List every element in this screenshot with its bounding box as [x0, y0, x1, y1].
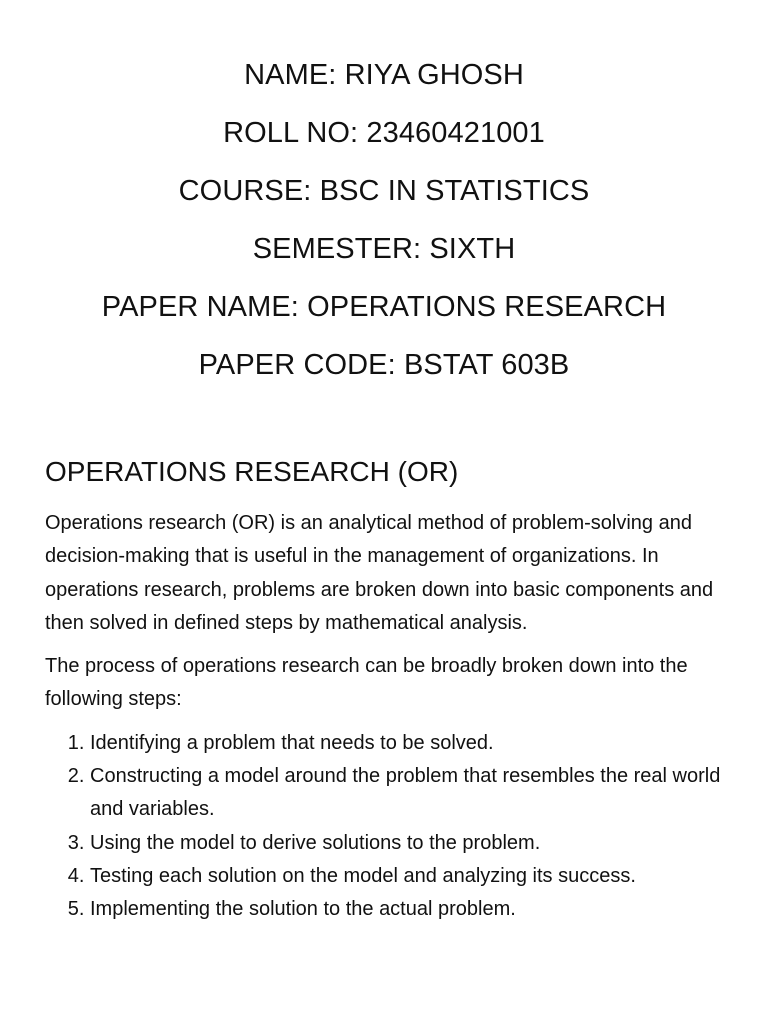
steps-list — [45, 727, 735, 927]
student-name: NAME: RIYA GHOSH — [244, 59, 524, 91]
list-item: 2. Constructing a model around the problem that resembles the real world and variables. — [90, 760, 735, 827]
list-item: 4. Testing each solution on the model and analyzing its success. — [90, 860, 735, 893]
course: COURSE: BSC IN STATISTICS — [178, 175, 590, 207]
paper-name: PAPER NAME: OPERATIONS RESEARCH — [101, 291, 667, 323]
student-info-header — [0, 46, 768, 394]
process-paragraph: The process of operations research can be broadly broken down into the following steps: — [45, 655, 688, 711]
list-item: 5. Implementing the solution to the actual problem. — [90, 893, 735, 926]
semester: SEMESTER: SIXTH — [252, 233, 516, 265]
section-body — [45, 507, 735, 927]
intro-paragraph: Operations research (OR) is an analytical method of problem-solving and decision-making that is useful in the management of organizations. In operations research, problems are broken down into basic components and then solved in defined steps by mathematical analysis. — [45, 512, 714, 634]
list-item: 3. Using the model to derive solutions to the problem. — [90, 827, 735, 860]
list-item: 1. Identifying a problem that needs to be solved. — [90, 727, 735, 760]
section-heading: OPERATIONS RESEARCH (OR) — [45, 456, 459, 487]
paper-code: PAPER CODE: BSTAT 603B — [198, 349, 570, 381]
roll-number: ROLL NO: 23460421001 — [223, 117, 545, 149]
